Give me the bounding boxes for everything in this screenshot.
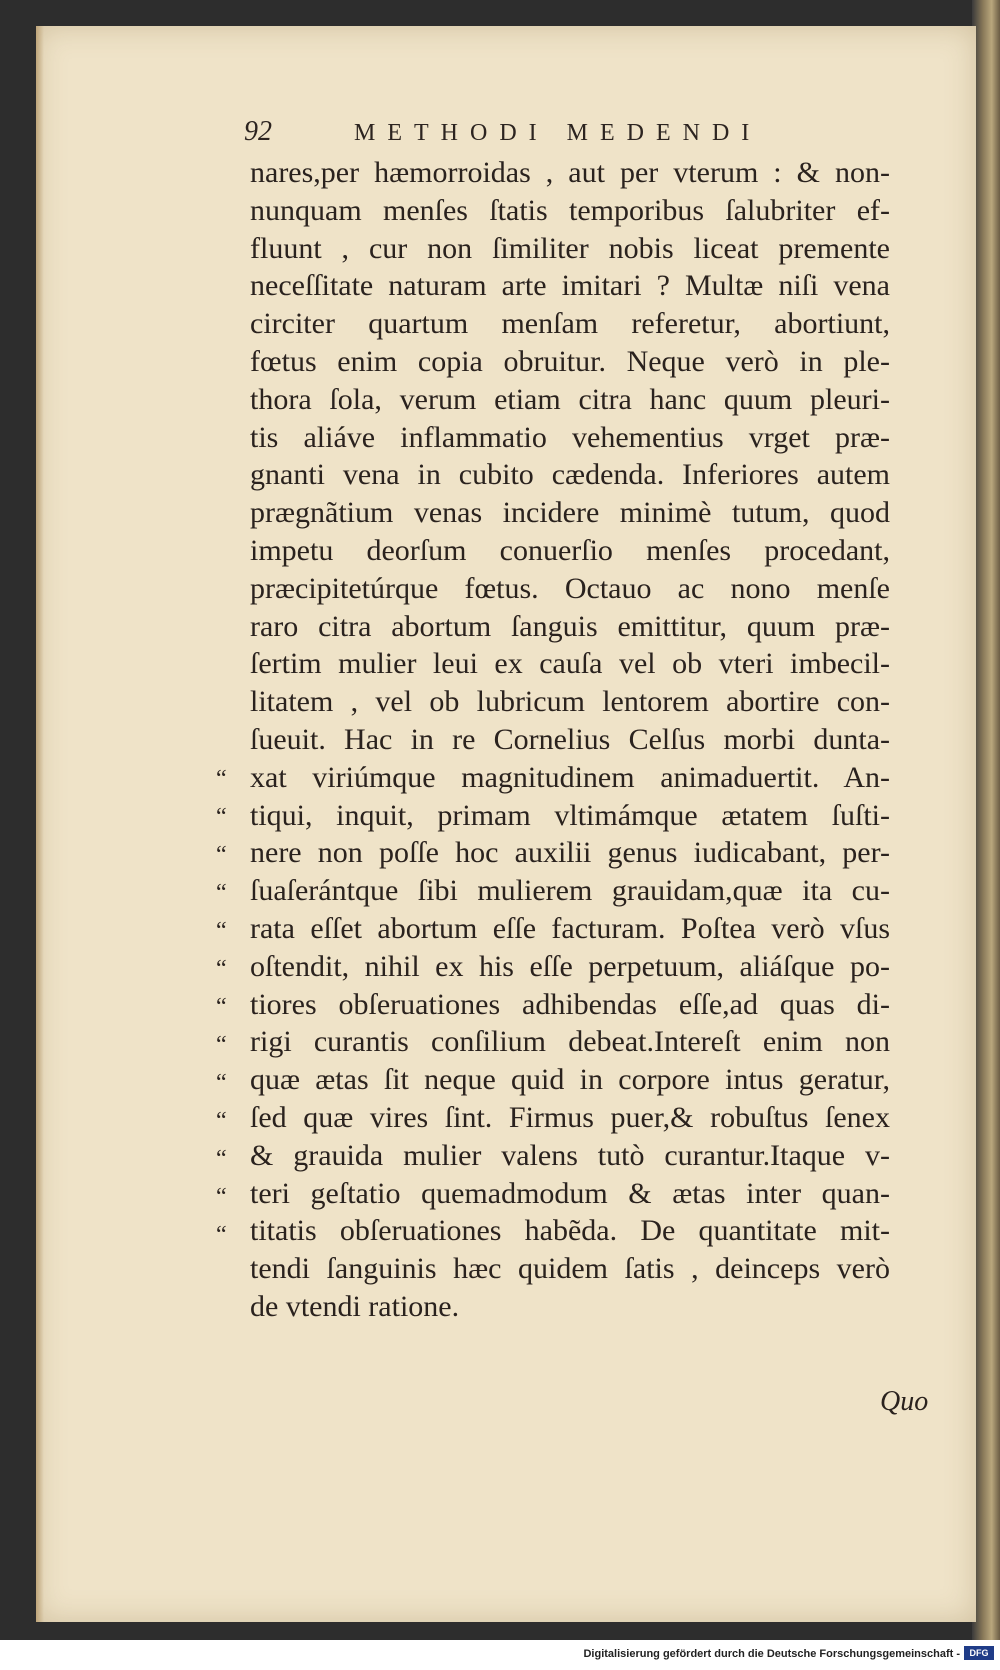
text-line: rigi curantis conſilium debeat.Intereſt enim non: [250, 1025, 890, 1059]
footer-bar: [0, 1640, 1000, 1670]
text-line: quæ ætas ſit neque quid in corpore intus geratur,: [250, 1063, 890, 1097]
quote-mark: “: [216, 842, 227, 868]
text-line: ſertim mulier leui ex cauſa vel ob vteri imbecil-: [250, 647, 890, 681]
text-line: litatem , vel ob lubricum lentorem abortire con-: [250, 685, 890, 719]
text-line: impetu deorſum conuerſio menſes procedant,: [250, 533, 890, 567]
quote-mark: “: [216, 918, 227, 944]
page-gutter-shadow: [36, 26, 44, 1622]
text-line: prægnãtium venas incidere minimè tutum, quod: [250, 496, 890, 530]
text-line: neceſſitate naturam arte imitari ? Multæ niſi vena: [250, 269, 890, 303]
text-line: tiqui, inquit, primam vltimámque ætatem ſuſti-: [250, 798, 890, 832]
text-line: & grauida mulier valens tutò curantur.Itaque v-: [250, 1138, 890, 1172]
text-line: rata eſſet abortum eſſe facturam. Poſtea verò vſus: [250, 911, 890, 945]
quote-mark: “: [216, 994, 227, 1020]
text-line: nunquam menſes ſtatis temporibus ſalubriter ef-: [250, 193, 890, 227]
catchword: Quo: [880, 1386, 929, 1417]
text-line: ſueuit. Hac in re Cornelius Celſus morbi dunta-: [250, 722, 890, 756]
quote-mark: “: [216, 1184, 227, 1210]
quote-mark: “: [216, 804, 227, 830]
text-line: ſuaſerántque ſibi mulierem grauidam,quæ ita cu-: [250, 874, 890, 908]
text-line: nares,per hæmorroidas , aut per vterum : & non-: [250, 156, 890, 189]
text-line: de vtendi ratione.: [250, 1289, 460, 1323]
text-line: xat viriúmque magnitudinem animaduertit. An-: [250, 760, 890, 794]
text-line: oſtendit, nihil ex his eſſe perpetuum, aliáſque po-: [250, 949, 890, 983]
quote-mark: “: [216, 766, 227, 792]
body-text: [250, 154, 890, 1326]
text-line: thora ſola, verum etiam citra hanc quum pleuri-: [250, 382, 890, 416]
quote-mark: “: [216, 1222, 227, 1248]
quote-mark: “: [216, 956, 227, 982]
text-line: fluunt , cur non ſimiliter nobis liceat premente: [250, 231, 890, 265]
quote-mark: “: [216, 1108, 227, 1134]
text-line: fœtus enim copia obruitur. Neque verò in ple-: [250, 344, 890, 378]
text-line: circiter quartum menſam referetur, abortiunt,: [250, 307, 890, 341]
book-fore-edge: [972, 0, 1000, 1640]
text-line: tendi ſanguinis hæc quidem ſatis , deinceps verò: [250, 1252, 890, 1286]
quote-mark: “: [216, 1032, 227, 1058]
running-title: METHODI MEDENDI: [354, 120, 762, 146]
text-line: raro citra abortum ſanguis emittitur, quum præ-: [250, 609, 890, 643]
text-line: titatis obſeruationes habẽda. De quantitate mit-: [250, 1214, 890, 1248]
text-line: ſed quæ vires ſint. Firmus puer,& robuſtus ſenex: [250, 1100, 890, 1134]
page-number: 92: [244, 116, 272, 147]
quote-mark: “: [216, 1146, 227, 1172]
quote-mark: “: [216, 1070, 227, 1096]
text-line: gnanti vena in cubito cædenda. Inferiores autem: [250, 458, 890, 492]
dfg-logo: DFG: [964, 1646, 994, 1660]
text-line: tiores obſeruationes adhibendas eſſe,ad quas di-: [250, 987, 890, 1021]
running-head: [244, 116, 844, 156]
funding-credit: Digitalisierung gefördert durch die Deutsche Forschungsgemeinschaft -: [583, 1648, 960, 1660]
text-line: tis aliáve inflammatio vehementius vrget præ-: [250, 420, 890, 454]
quote-mark: “: [216, 880, 227, 906]
text-line: nere non poſſe hoc auxilii genus iudicabant, per-: [250, 836, 890, 870]
text-line: præcipitetúrque fœtus. Octauo ac nono menſe: [250, 571, 890, 605]
text-line: teri geſtatio quemadmodum & ætas inter quan-: [250, 1176, 890, 1210]
